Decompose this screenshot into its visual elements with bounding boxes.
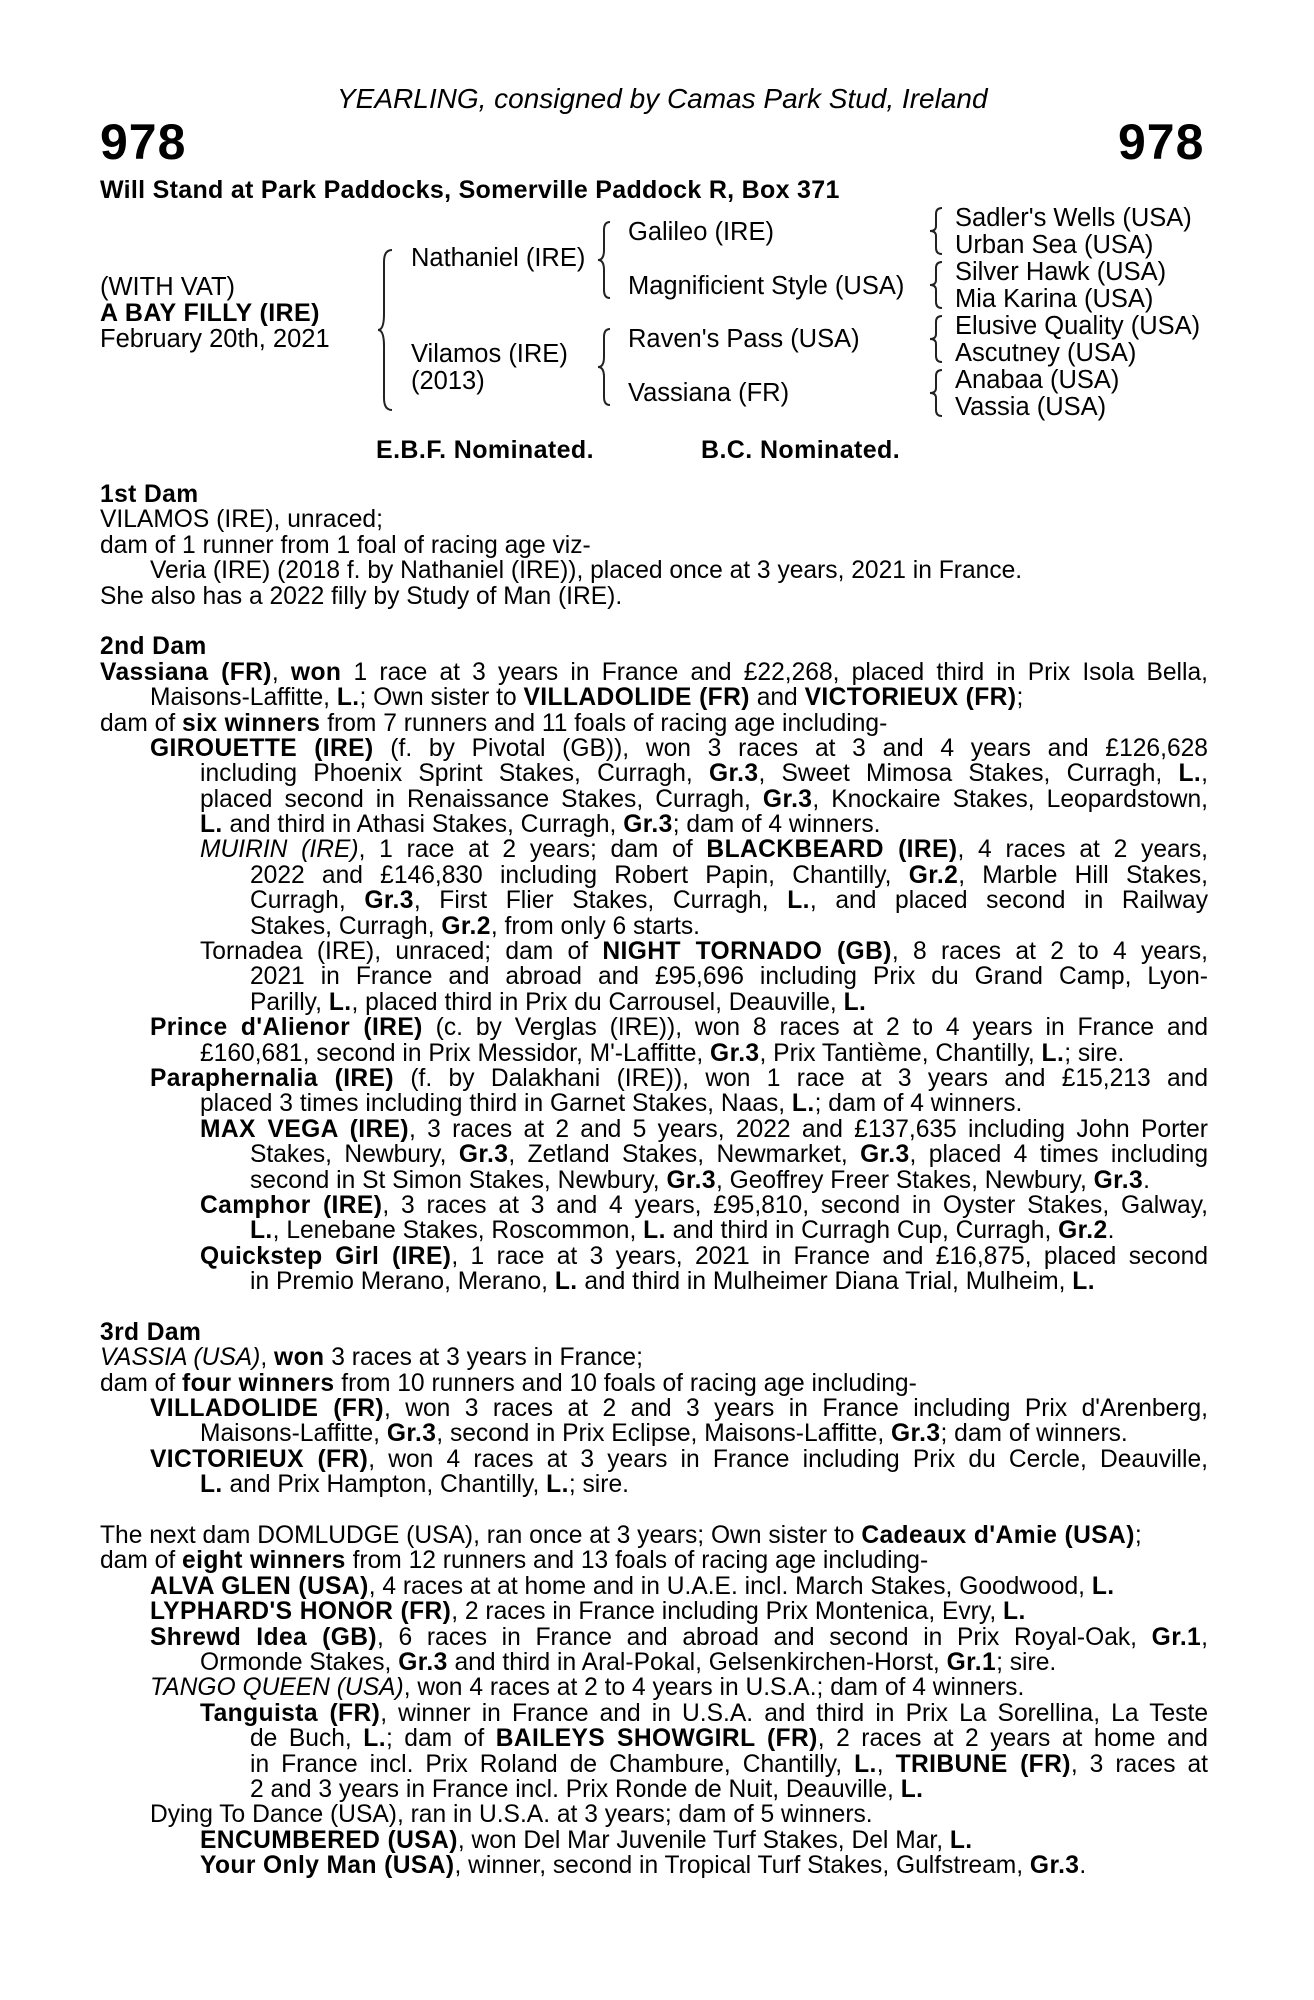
brace-vassiana (930, 368, 948, 418)
lot-number-left: 978 (100, 114, 187, 170)
pedigree-sire-sire: Galileo (IRE) (628, 218, 774, 246)
second-dam-line: Stakes, Newbury, Gr.3, Zetland Stakes, Newmarket, Gr.3, placed 4 times including (250, 1141, 1208, 1169)
next-dam-line: Ormonde Stakes, Gr.3 and third in Aral-Pokal, Gelsenkirchen-Horst, Gr.1; sire. (200, 1648, 1057, 1676)
brace-sire-line (598, 220, 618, 300)
second-dam-line: 2022 and £146,830 including Robert Papin, Chantilly, Gr.2, Marble Hill Stakes, (250, 861, 1209, 889)
second-dam-line: GIROUETTE (IRE) (f. by Pivotal (GB)), won 3 races at 3 and 4 years and £126,628 (150, 734, 1208, 762)
brace-galileo (930, 206, 948, 256)
second-dam-line: £160,681, second in Prix Messidor, M'-Laffitte, Gr.3, Prix Tantième, Chantilly, L.; sire. (200, 1039, 1125, 1067)
next-dam-line: LYPHARD'S HONOR (FR), 2 races in France including Prix Montenica, Evry, L. (150, 1598, 1026, 1626)
consignment-line: YEARLING, consigned by Camas Park Stud, Ireland (337, 83, 988, 114)
horse-name: A BAY FILLY (IRE) (100, 299, 320, 327)
next-dam-line: The next dam DOMLUDGE (USA), ran once at 3 years; Own sister to Cadeaux d'Amie (USA); (100, 1522, 1142, 1550)
pedigree-gen3-5: Elusive Quality (USA) (955, 312, 1201, 340)
third-dam-line: VICTORIEUX (FR), won 4 races at 3 years in France including Prix du Cercle, Deauville, (150, 1445, 1208, 1473)
second-dam-line: 2021 in France and abroad and £95,696 including Prix du Grand Camp, Lyon- (250, 963, 1208, 991)
first-dam-line: dam of 1 runner from 1 foal of racing age viz- (100, 531, 591, 559)
next-dam-line: TANGO QUEEN (USA), won 4 races at 2 to 4 years in U.S.A.; dam of 4 winners. (150, 1674, 1025, 1702)
first-dam-heading: 1st Dam (100, 481, 199, 508)
pedigree-dam-year: (2013) (411, 367, 485, 395)
foaling-date: February 20th, 2021 (100, 325, 330, 353)
second-dam-line: L., Lenebane Stakes, Roscommon, L. and third in Curragh Cup, Curragh, Gr.2. (250, 1217, 1115, 1245)
pedigree-gen3-7: Anabaa (USA) (955, 366, 1120, 394)
next-dam-line: 2 and 3 years in France incl. Prix Ronde de Nuit, Deauville, L. (250, 1775, 924, 1803)
next-dam-line: de Buch, L.; dam of BAILEYS SHOWGIRL (FR), 2 races at 2 years at home and (250, 1725, 1208, 1753)
second-dam-line: MAX VEGA (IRE), 3 races at 2 and 5 years, 2022 and £137,635 including John Porter (200, 1115, 1208, 1143)
next-dam-line: Tanguista (FR), winner in France and in U.S.A. and third in Prix La Sorellina, La Teste (200, 1699, 1208, 1727)
stand-location: Will Stand at Park Paddocks, Somerville Paddock R, Box 371 (100, 176, 840, 204)
next-dam-line: ENCUMBERED (USA), won Del Mar Juvenile Turf Stakes, Del Mar, L. (200, 1826, 973, 1854)
brace-ravens-pass (930, 314, 948, 364)
second-dam-line: Prince d'Alienor (IRE) (c. by Verglas (IRE)), won 8 races at 2 to 4 years in France and (150, 1014, 1209, 1042)
third-dam-heading: 3rd Dam (100, 1318, 202, 1346)
second-dam-line: second in St Simon Stakes, Newbury, Gr.3, Geoffrey Freer Stakes, Newbury, Gr.3. (250, 1166, 1150, 1194)
second-dam-line: Curragh, Gr.3, First Flier Stakes, Curragh, L., and placed second in Railway (250, 887, 1208, 915)
pedigree-gen3-6: Ascutney (USA) (955, 339, 1137, 367)
second-dam-line: Paraphernalia (IRE) (f. by Dalakhani (IRE)), won 1 race at 3 years and £15,213 and (150, 1064, 1208, 1092)
bc-nomination: B.C. Nominated. (701, 436, 901, 464)
second-dam-line: dam of six winners from 7 runners and 11 foals of racing age including- (100, 709, 888, 737)
brace-magnificient-style (930, 260, 948, 310)
first-dam-line: She also has a 2022 filly by Study of Man (IRE). (100, 582, 623, 610)
next-dam-line: ALVA GLEN (USA), 4 races at at home and in U.A.E. incl. March Stakes, Goodwood, L. (150, 1572, 1115, 1600)
pedigree-gen3-3: Silver Hawk (USA) (955, 258, 1167, 286)
pedigree-sire-dam: Magnificient Style (USA) (628, 272, 905, 300)
brace-generation-1 (378, 248, 400, 412)
second-dam-heading: 2nd Dam (100, 633, 207, 661)
second-dam-line: including Phoenix Sprint Stakes, Curragh, Gr.3, Sweet Mimosa Stakes, Curragh, L., (200, 760, 1208, 788)
pedigree-gen3-8: Vassia (USA) (955, 393, 1107, 421)
first-dam-line: VILAMOS (IRE), unraced; (100, 506, 383, 534)
first-dam-line: Veria (IRE) (2018 f. by Nathaniel (IRE)), placed once at 3 years, 2021 in France. (150, 557, 1023, 585)
pedigree-dam-sire: Raven's Pass (USA) (628, 325, 860, 353)
second-dam-line: Parilly, L., placed third in Prix du Carrousel, Deauville, L. (250, 988, 867, 1016)
pedigree-gen3-4: Mia Karina (USA) (955, 285, 1154, 313)
vat-note: (WITH VAT) (100, 273, 236, 301)
second-dam-line: Vassiana (FR), won 1 race at 3 years in France and £22,268, placed third in Prix Isola Bella, (100, 658, 1208, 686)
second-dam-line: Maisons-Laffitte, L.; Own sister to VILLADOLIDE (FR) and VICTORIEUX (FR); (150, 684, 1024, 712)
next-dam-line: Shrewd Idea (GB), 6 races in France and abroad and second in Prix Royal-Oak, Gr.1, (150, 1623, 1208, 1651)
second-dam-line: Stakes, Curragh, Gr.2, from only 6 starts. (250, 912, 700, 940)
pedigree-gen3-2: Urban Sea (USA) (955, 231, 1154, 259)
pedigree-dam-dam: Vassiana (FR) (628, 379, 790, 407)
second-dam-line: Quickstep Girl (IRE), 1 race at 3 years, 2021 in France and £16,875, placed second (200, 1242, 1208, 1270)
lot-number-right: 978 (1118, 114, 1205, 170)
third-dam-line: VILLADOLIDE (FR), won 3 races at 2 and 3 years in France including Prix d'Arenberg, (150, 1395, 1208, 1423)
third-dam-line: Maisons-Laffitte, Gr.3, second in Prix Eclipse, Maisons-Laffitte, Gr.3; dam of winners. (200, 1420, 1128, 1448)
next-dam-line: in France incl. Prix Roland de Chambure, Chantilly, L., TRIBUNE (FR), 3 races at (250, 1750, 1209, 1778)
next-dam-line: Dying To Dance (USA), ran in U.S.A. at 3 years; dam of 5 winners. (150, 1801, 873, 1829)
next-dam-line: Your Only Man (USA), winner, second in Tropical Turf Stakes, Gulfstream, Gr.3. (200, 1852, 1087, 1880)
second-dam-line: Tornadea (IRE), unraced; dam of NIGHT TORNADO (GB), 8 races at 2 to 4 years, (200, 938, 1208, 966)
second-dam-line: placed 3 times including third in Garnet Stakes, Naas, L.; dam of 4 winners. (200, 1090, 1023, 1118)
second-dam-line: Camphor (IRE), 3 races at 3 and 4 years, £95,810, second in Oyster Stakes, Galway, (200, 1191, 1208, 1219)
pedigree-sire: Nathaniel (IRE) (411, 244, 586, 272)
second-dam-line: MUIRIN (IRE), 1 race at 2 years; dam of BLACKBEARD (IRE), 4 races at 2 years, (200, 836, 1208, 864)
pedigree-gen3-1: Sadler's Wells (USA) (955, 204, 1192, 232)
ebf-nomination: E.B.F. Nominated. (376, 436, 594, 464)
second-dam-line: in Premio Merano, Merano, L. and third in Mulheimer Diana Trial, Mulheim, L. (250, 1268, 1095, 1296)
next-dam-line: dam of eight winners from 12 runners and 13 foals of racing age including- (100, 1547, 929, 1575)
pedigree-dam: Vilamos (IRE) (411, 340, 568, 368)
catalogue-body (100, 482, 1208, 1878)
third-dam-line: L. and Prix Hampton, Chantilly, L.; sire. (200, 1471, 629, 1499)
second-dam-line: placed second in Renaissance Stakes, Curragh, Gr.3, Knockaire Stakes, Leopardstown, (200, 785, 1208, 813)
second-dam-line: L. and third in Athasi Stakes, Curragh, Gr.3; dam of 4 winners. (200, 811, 881, 839)
third-dam-line: dam of four winners from 10 runners and 10 foals of racing age including- (100, 1369, 917, 1397)
brace-dam-line (598, 327, 618, 407)
third-dam-line: VASSIA (USA), won 3 races at 3 years in France; (100, 1344, 643, 1372)
